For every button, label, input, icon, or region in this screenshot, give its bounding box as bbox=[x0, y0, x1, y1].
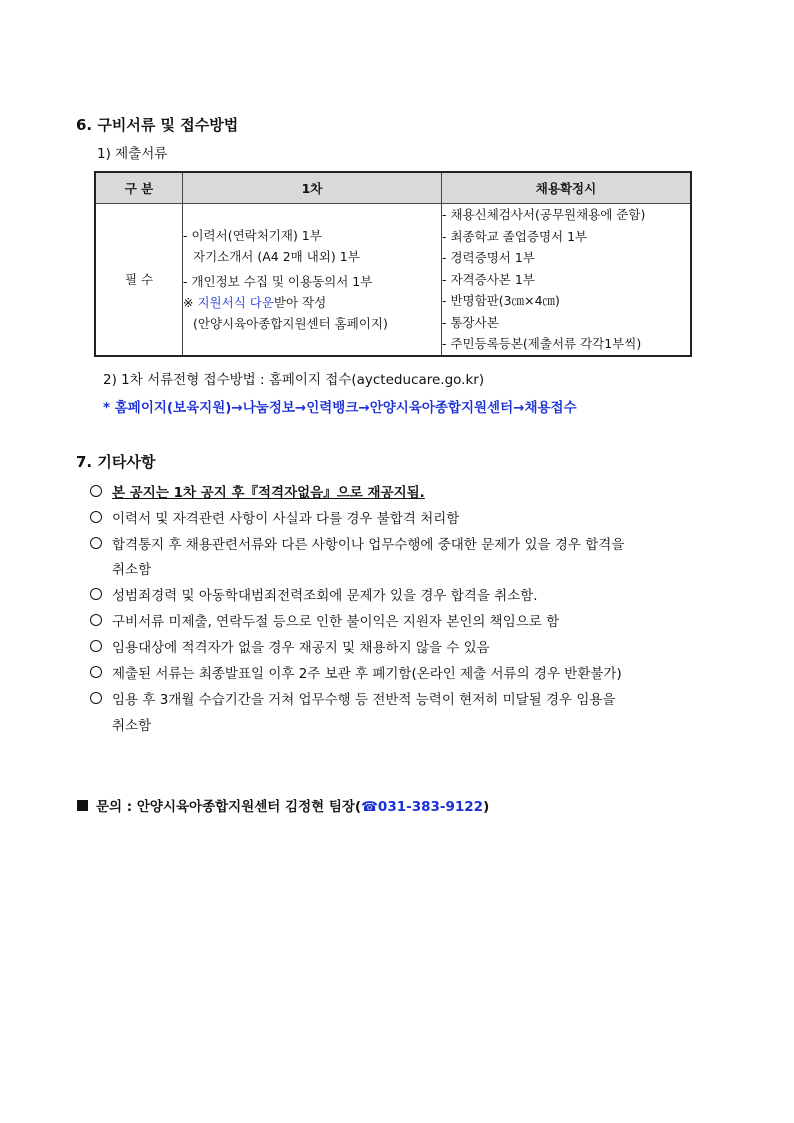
circle-bullet-icon bbox=[90, 640, 102, 652]
notice-item: 이력서 및 자격관련 사항이 사실과 다를 경우 불합격 처리함 bbox=[90, 507, 459, 527]
notice-item: 합격통지 후 채용관련서류와 다른 사항이나 업무수행에 중대한 문제가 있을 경우 합격을 bbox=[90, 533, 624, 553]
contact-line: 문의 : 안양시육아종합지원센터 김정현 팀장(☎031-383-9122) bbox=[77, 795, 489, 815]
final-item: - 반명함판(3㎝×4㎝) bbox=[442, 293, 560, 308]
final-cell bbox=[442, 204, 692, 356]
application-path: * 홈페이지(보육지원)→나눔정보→인력뱅크→안양시육아종합지원센터→채용접수 bbox=[103, 400, 577, 416]
final-item: - 경력증명서 1부 bbox=[442, 250, 535, 265]
square-bullet-icon bbox=[77, 800, 88, 811]
circle-bullet-icon bbox=[90, 485, 102, 497]
row-label-required: 필 수 bbox=[95, 204, 183, 356]
note-rest: 받아 작성 bbox=[273, 294, 327, 310]
first-round-item-resume: - 이력서(연락처기재) 1부 bbox=[183, 227, 322, 243]
first-round-cell bbox=[183, 204, 442, 356]
notice-item: 임용대상에 적격자가 없을 경우 재공지 및 채용하지 않을 수 있음 bbox=[90, 636, 490, 656]
circle-bullet-icon bbox=[90, 692, 102, 704]
notice-item: 성범죄경력 및 아동학대범죄전력조회에 문제가 있을 경우 합격을 취소함. bbox=[90, 584, 538, 604]
final-item: - 주민등록등본(제출서류 각각1부씩) bbox=[442, 336, 642, 351]
section6-sub1: 1) 제출서류 bbox=[97, 146, 168, 162]
section7-title: 7. 기타사항 bbox=[76, 453, 156, 471]
notice-item: 임용 후 3개월 수습기간을 거쳐 업무수행 등 전반적 능력이 현저히 미달될 경우 임용을 bbox=[90, 688, 615, 708]
download-link[interactable]: 다운 bbox=[249, 294, 274, 310]
contact-phone[interactable]: ☎031-383-9122 bbox=[361, 799, 484, 815]
section6-title: 6. 구비서류 및 접수방법 bbox=[76, 116, 239, 134]
first-round-item-intro: 자기소개서 (A4 2매 내외) 1부 bbox=[193, 248, 360, 264]
circle-bullet-icon bbox=[90, 537, 102, 549]
notice-item: 제출된 서류는 최종발표일 이후 2주 보관 후 폐기함(온라인 제출 서류의 경우 반환불가) bbox=[90, 662, 622, 682]
final-item: - 채용신체검사서(공무원채용에 준함) bbox=[442, 207, 646, 222]
final-item: - 통장사본 bbox=[442, 314, 499, 330]
circle-bullet-icon bbox=[90, 511, 102, 523]
notice-item-continuation: 취소함 bbox=[112, 718, 152, 734]
notice-item: 구비서류 미제출, 연락두절 등으로 인한 불이익은 지원자 본인의 책임으로 함 bbox=[90, 610, 559, 630]
table-header-final: 채용확정시 bbox=[442, 172, 692, 204]
note-mark: ※ bbox=[183, 294, 194, 310]
section6-sub2: 2) 1차 서류전형 접수방법 : 홈페이지 접수(aycteducare.go.kr) bbox=[103, 372, 485, 388]
documents-table bbox=[94, 171, 692, 357]
table-header-category: 구 분 bbox=[95, 172, 183, 204]
circle-bullet-icon bbox=[90, 666, 102, 678]
final-item: - 최종학교 졸업증명서 1부 bbox=[442, 228, 588, 244]
circle-bullet-icon bbox=[90, 614, 102, 626]
final-item: - 자격증사본 1부 bbox=[442, 271, 535, 287]
table-header-first-round: 1차 bbox=[183, 172, 442, 204]
circle-bullet-icon bbox=[90, 588, 102, 600]
note-source: (안양시육아종합지원센터 홈페이지) bbox=[193, 315, 388, 331]
form-link[interactable]: 지원서식 bbox=[197, 294, 246, 310]
first-round-item-consent: - 개인정보 수집 및 이용동의서 1부 bbox=[183, 273, 373, 289]
first-round-note bbox=[183, 292, 441, 313]
notice-item: 본 공지는 1차 공지 후『적격자없음』으로 재공지됨. bbox=[90, 481, 425, 501]
notice-item-continuation: 취소함 bbox=[112, 562, 152, 578]
